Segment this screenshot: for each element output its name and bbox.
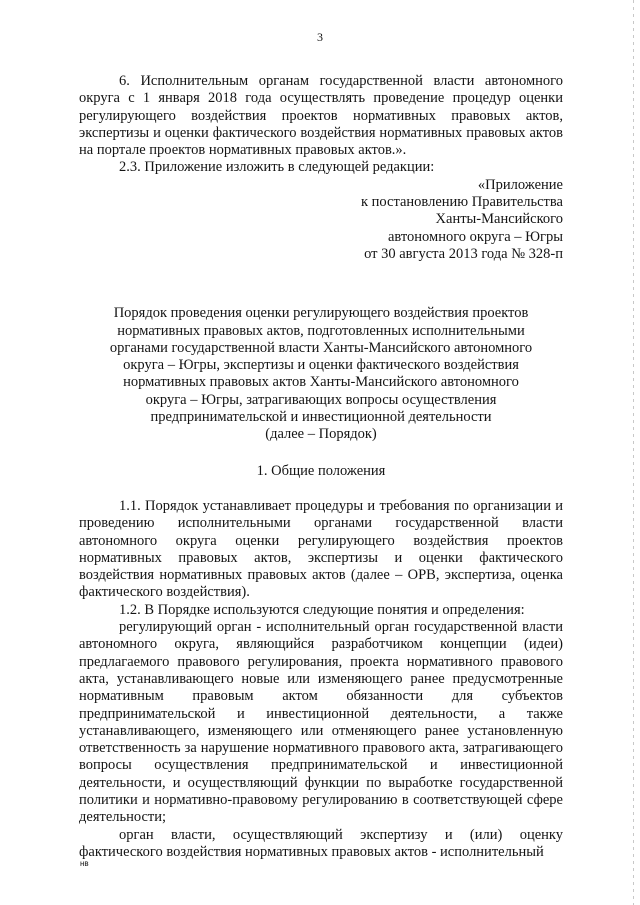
appendix-header-line: к постановлению Правительства	[361, 194, 563, 211]
definition-expertise-body: орган власти, осуществляющий экспертизу и (или) оценку фактического воздействия нормативных правовых актов - исполнительный	[79, 826, 563, 860]
appendix-header-line: от 30 августа 2013 года № 328-п	[364, 245, 563, 262]
paragraph-2-3: 2.3. Приложение изложить в следующей редакции:	[119, 159, 435, 176]
page-content	[79, 73, 563, 861]
paragraph-1-2: 1.2. В Порядке используются следующие понятия и определения:	[119, 601, 525, 618]
title-line: округа – Югры, затрагивающих вопросы осуществления	[145, 391, 497, 408]
scan-edge	[633, 0, 634, 905]
title-line: нормативных правовых актов, подготовленных исполнительными	[117, 322, 525, 339]
page-number: 3	[317, 30, 323, 44]
appendix-header-line: автономного округа – Югры	[387, 228, 563, 245]
title-line: Порядок проведения оценки регулирующего воздействия проектов	[113, 305, 529, 322]
definition-regulating-body: регулирующий орган - исполнительный орган государственной власти автономного округа, являющийся разработчиком концепции (идеи) предлагаемого правового регулирования, проекта нормативного правового акта, устанавливающего новые или изменяющего ранее предусмотренные нормативным правовым актом обязанности для субъектов предпринимательской и инвестиционной деятельности, а также устанавливающего, изменяющего или отменяющего ранее установленную ответственность за нарушение нормативного правового акта, затрагивающего вопросы осуществления предпринимательской и инвестиционной деятельности, и осуществляющий функции по выработке государственной политики и нормативно-правовому регулированию в соответствующей сфере деятельности;	[79, 619, 563, 826]
paragraph-item-6: 6. Исполнительным органам государственной власти автономного округа с 1 января 2018 года осуществлять проведение процедур оценки регулирующего воздействия проектов нормативных правовых актов, экспертизы и оценки фактического воздействия нормативных правовых актов на портале проектов нормативных правовых актов.».	[79, 73, 563, 159]
title-line: предпринимательской и инвестиционной деятельности	[150, 409, 492, 426]
appendix-header-line: Ханты-Мансийского	[435, 211, 563, 228]
title-line: органами государственной власти Ханты-Мансийского автономного	[109, 339, 533, 356]
footer-mark: нв	[80, 859, 89, 868]
title-line: округа – Югры, экспертизы и оценки фактического воздействия	[123, 357, 519, 374]
title-line: (далее – Порядок)	[265, 426, 377, 443]
appendix-header	[79, 177, 563, 263]
paragraph-1-1: 1.1. Порядок устанавливает процедуры и требования по организации и проведению исполнительными органами государственной власти автономного округа оценки регулирующего воздействия проектов нормативных правовых актов, экспертизы и оценки фактического воздействия нормативных правовых актов (далее – ОРВ, экспертиза, оценка фактического воздействия).	[79, 497, 563, 601]
title-line: нормативных правовых актов Ханты-Мансийского автономного	[123, 374, 519, 391]
document-title	[79, 305, 563, 443]
section-heading: 1. Общие положения	[256, 462, 386, 479]
appendix-header-line: «Приложение	[477, 176, 563, 193]
